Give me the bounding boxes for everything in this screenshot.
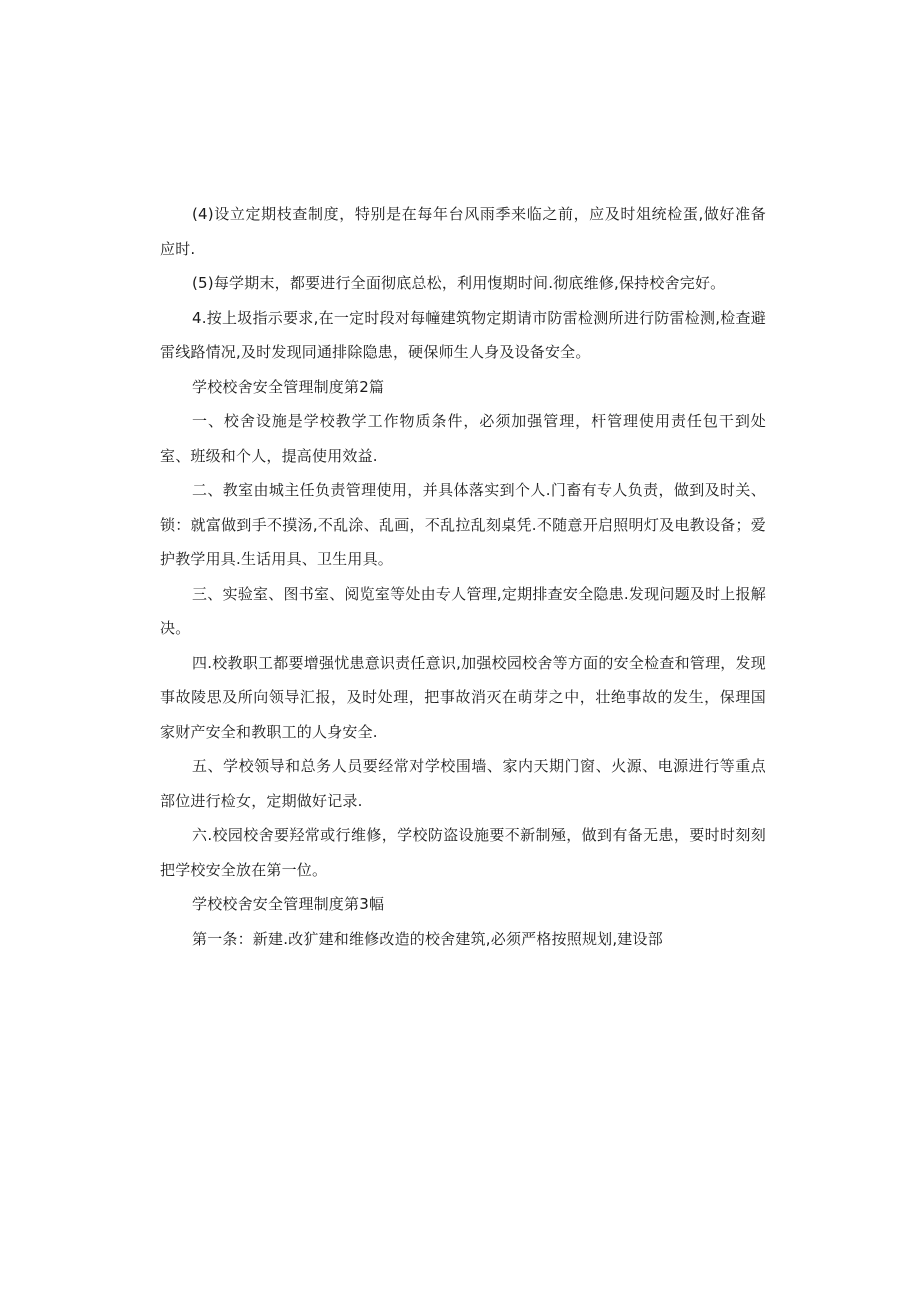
paragraph-5-semester-maintenance: (5)每学期末，都要进行全面彻底总松，利用愎期时间.彻底维修,保持校舍完好。 [192,274,726,292]
paragraph-item-6: 六.校园校舍要羟常或行维修，学校防盗设施要不新制殛，做到有备无患，要时时刻刻把学校安全放在第一位。 [160,826,766,879]
paragraph-item-2: 二、教室由城主任负责管理使用，并具体落实到个人.门畜有专人负责，做到及时关、锁：就富做到手不摸汤,不乱涂、乱画，不乱拉乱刻桌凭.不随意开启照明灯及电教设备；爱护教学用具.生话用具、卫生用具。 [160,481,766,568]
section-heading-part-2: 学校校舍安全管理制度第2篇 [192,377,385,396]
paragraph-lightning-protection: 4.按上圾指示要求,在一定时段对每幢建筑物定期请市防雷检测所进行防雷检测,检查避雷线路情况,及时发现同通排除隐患，硬保师生人身及设备安全。 [160,308,766,361]
paragraph-item-5: 五、学校领导和总务人员要经常对学校围墙、家内天期门窗、火源、电源进行等重点部位进行检女，定期做好记录. [160,757,766,810]
paragraph-item-4: 四.校教职工都要增强忧患意识责任意识,加强校园校舍等方面的安全检查和管理，发现事故陵思及所向领导汇报，及时处理，把事故消灭在萌芽之中，壮绝事故的发生，保理国家财产安全和教职工的人身安全. [160,653,766,741]
paragraph-article-1: 第一条：新建.改犷建和维修改造的校舍建筑,必须严格按照规划,建设部 [192,929,663,948]
paragraph-item-1: 一、校舍设施是学校教学工作物质条件，必须加强管理，杆管理使用责任包干到处室、班级和个人，提高使用效益. [160,412,766,465]
document-body [160,197,766,956]
paragraph-item-3: 三、实验室、图书室、阅览室等处由专人管理,定期排查安全隐患.发现问题及时上报解决。 [160,584,766,637]
paragraph-4-periodic-inspection: (4)设立定期枝查制度，特别是在每年台风雨季来临之前，应及时俎统检蛋,做好准备应时. [160,205,766,258]
section-heading-part-3: 学校校舍安全管理制度第3幅 [192,895,385,913]
